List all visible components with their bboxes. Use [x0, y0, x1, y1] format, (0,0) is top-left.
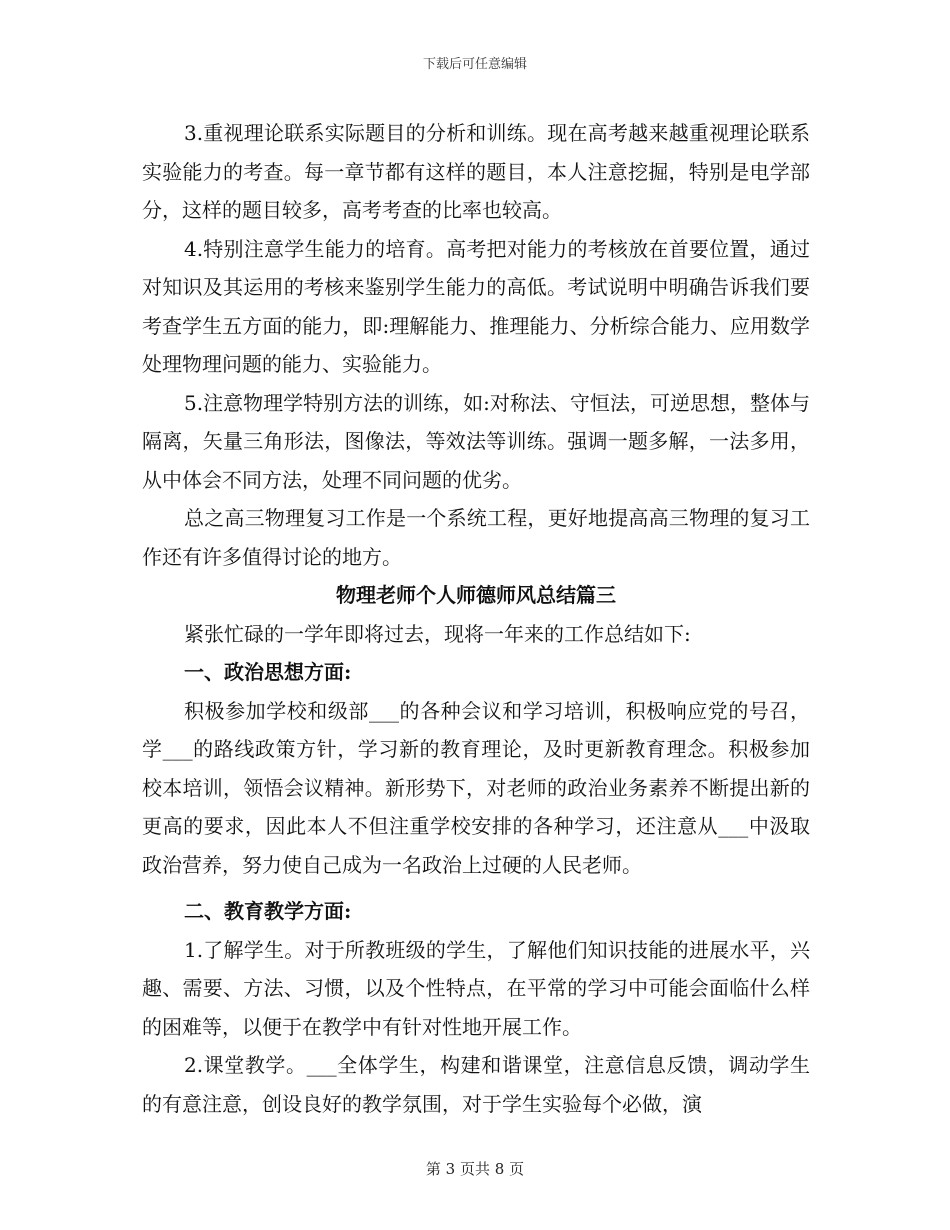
paragraph-item-3: 3.重视理论联系实际题目的分析和训练。现在高考越来越重视理论联系实验能力的考查。每一章节都有这样的题目，本人注意挖掘，特别是电学部分，这样的题目较多，高考考查的比率也较高。 [142, 121, 810, 222]
paragraph-item-4: 4.特别注意学生能力的培育。高考把对能力的考核放在首要位置，通过对知识及其运用的考核来鉴别学生能力的高低。考试说明中明确告诉我们要考查学生五方面的能力，即:理解能力、推理能力、分析综合能力、应用数学处理物理问题的能力、实验能力。 [142, 236, 810, 376]
page-footer: 第 3 页共 8 页 [425, 1160, 525, 1178]
document-body [142, 114, 810, 1123]
paragraph-political: 积极参加学校和级部___的各种会议和学习培训，积极响应党的号召，学___的路线政策方针，学习新的教育理论，及时更新教育理念。积极参加校本培训，领悟会议精神。新形势下，对老师的政治业务素养不断提出新的更高的要求，因此本人不但注重学校安排的各种学习，还注意从___中汲取政治营养，努力使自己成为一名政治上过硬的人民老师。 [142, 698, 810, 877]
paragraph-item-5: 5.注意物理学特别方法的训练，如:对称法、守恒法，可逆思想，整体与隔离，矢量三角形法，图像法，等效法等训练。强调一题多解，一法多用，从中体会不同方法，处理不同问题的优劣。 [142, 390, 810, 492]
section-title: 物理老师个人师德师风总结篇三 [336, 583, 616, 607]
paragraph-classroom-teaching: 2.课堂教学。___全体学生，构建和谐课堂，注意信息反馈，调动学生的有意注意，创设良好的教学氛围，对于学生实验每个必做，演 [142, 1053, 810, 1116]
paragraph-summary: 总之高三物理复习工作是一个系统工程，更好地提高高三物理的复习工作还有许多值得讨论的地方。 [142, 506, 810, 569]
paragraph-understand-students: 1.了解学生。对于所教班级的学生，了解他们知识技能的进展水平，兴趣、需要、方法、习惯，以及个性特点，在平常的学习中可能会面临什么样的困难等，以便于在教学中有针对性地开展工作。 [142, 937, 810, 1039]
heading-political: 一、政治思想方面: [184, 660, 352, 684]
paragraph-intro: 紧张忙碌的一学年即将过去，现将一年来的工作总结如下: [184, 621, 691, 646]
heading-teaching: 二、教育教学方面: [184, 899, 352, 923]
page-header: 下载后可任意编辑 [422, 57, 527, 72]
